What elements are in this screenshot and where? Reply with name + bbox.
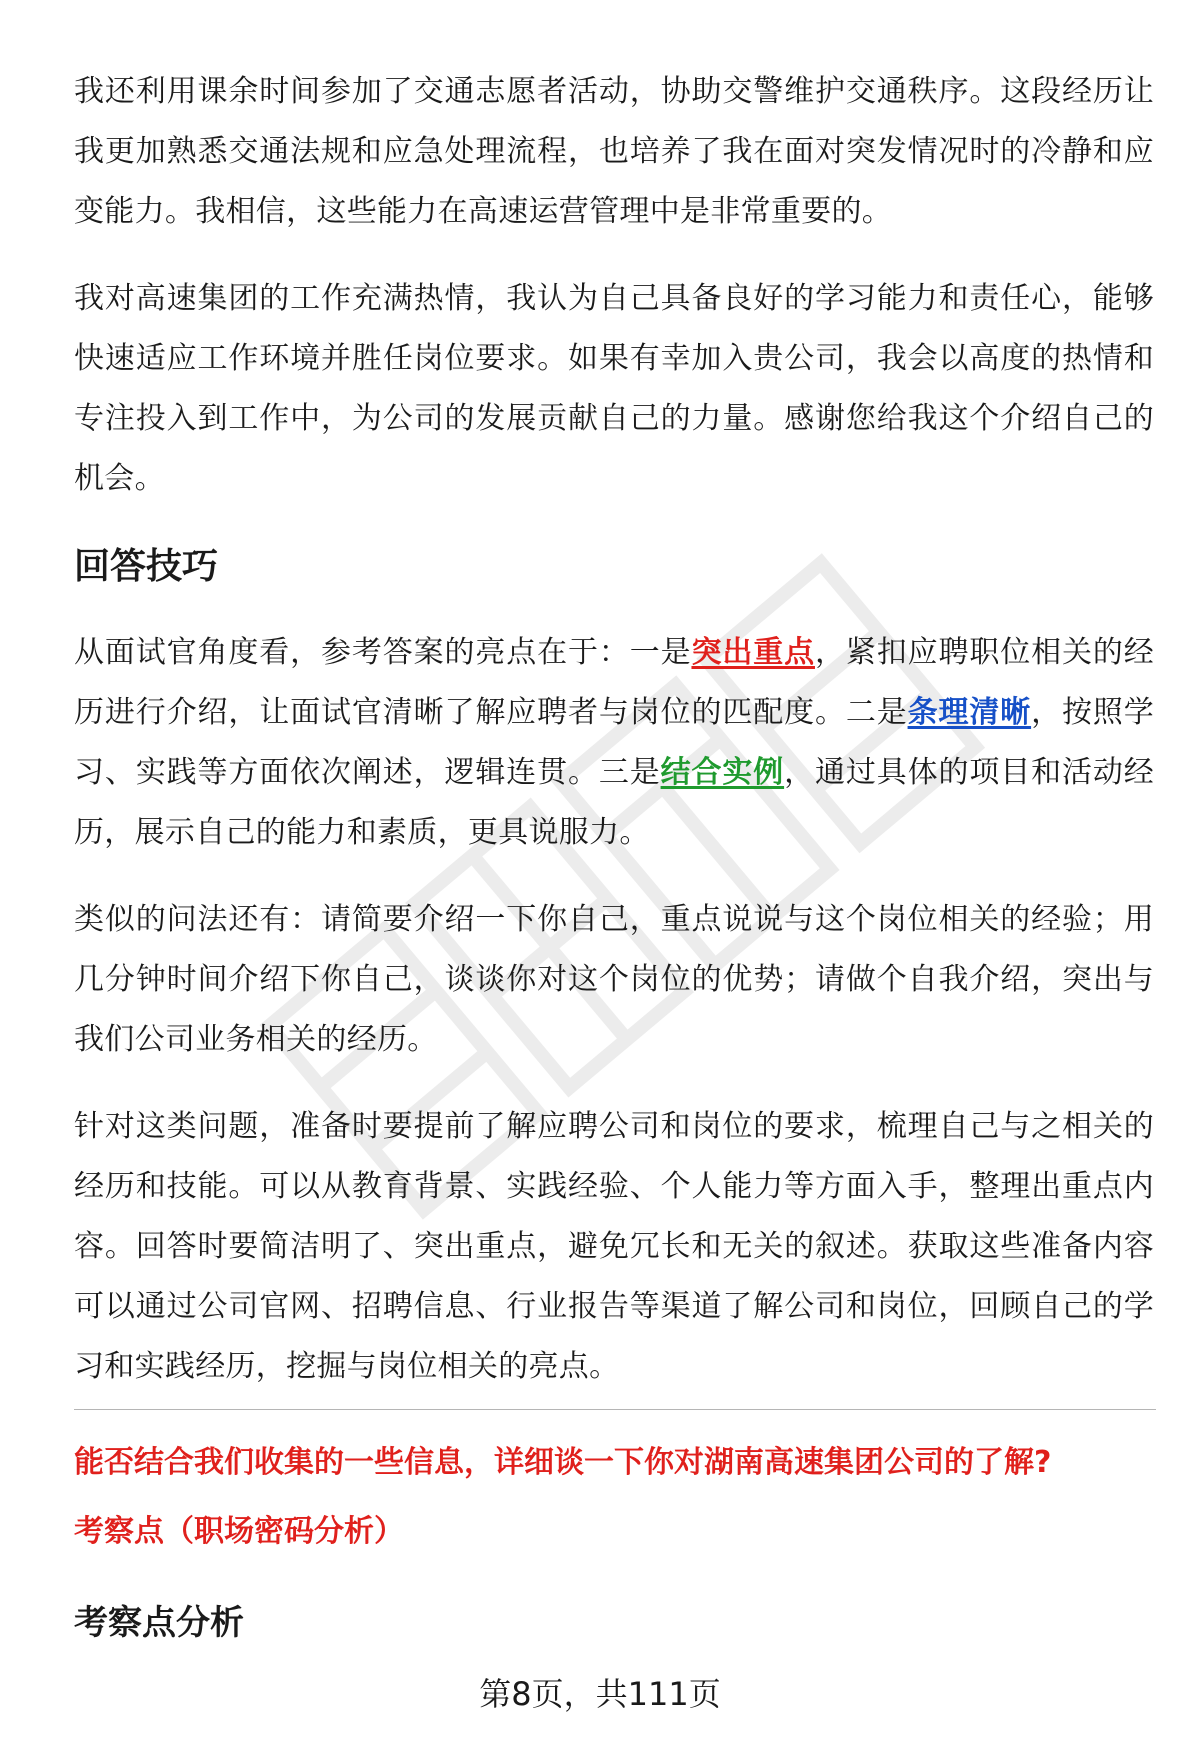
highlight-examples: 结合实例 [660,755,785,790]
paragraph-enthusiasm: 我对高速集团的工作充满热情，我认为自己具备良好的学习能力和责任心，能够快速适应工作环境并胜任岗位要求。如果有幸加入贵公司，我会以高度的热情和专注投入到工作中，为公司的发展贡献自己的力量。感谢您给我这个介绍自己的机会。 [74,281,1154,496]
paragraph-tips [74,623,1154,863]
tips-text-1: 从面试官角度看，参考答案的亮点在于：一是 [74,635,692,670]
paragraph-volunteer: 我还利用课余时间参加了交通志愿者活动，协助交警维护交通秩序。这段经历让我更加熟悉交通法规和应急处理流程，也培养了我在面对突发情况时的冷静和应变能力。我相信，这些能力在高速运营管理中是非常重要的。 [74,74,1154,229]
page-number: 第8页，共111页 [479,1675,721,1713]
interview-question: 能否结合我们收集的一些信息，详细谈一下你对湖南高速集团公司的了解? [74,1445,1052,1480]
main-content [74,62,1154,1424]
paragraph-similar-questions: 类似的问法还有：请简要介绍一下你自己，重点说说与这个岗位相关的经验；用几分钟时间介绍下你自己，谈谈你对这个岗位的优势；请做个自我介绍，突出与我们公司业务相关的经历。 [74,902,1154,1057]
highlight-clear-structure: 条理清晰 [907,695,1032,730]
tips-text-3: ，按照学习、实践等方面依次阐述，逻辑连贯。三是 [74,695,1154,790]
tips-text-2: ，紧扣应聘职位相关的经历进行介绍，让面试官清晰了解应聘者与岗位的匹配度。二是 [74,635,1154,730]
tips-text-4: ，通过具体的项目和活动经历，展示自己的能力和素质，更具说服力。 [74,755,1154,850]
paragraph-preparation: 针对这类问题，准备时要提前了解应聘公司和岗位的要求，梳理自己与之相关的经历和技能。可以从教育背景、实践经验、个人能力等方面入手，整理出重点内容。回答时要简洁明了、突出重点，避免冗长和无关的叙述。获取这些准备内容可以通过公司官网、招聘信息、行业报告等渠道了解公司和岗位，回顾自己的学习和实践经历，挖掘与岗位相关的亮点。 [74,1109,1154,1384]
section-title-answer-tips: 回答技巧 [74,546,219,587]
assessment-point-label: 考察点（职场密码分析） [74,1514,404,1549]
highlight-key-point: 突出重点 [691,635,815,670]
section-divider [74,1409,1156,1410]
assessment-analysis-title: 考察点分析 [74,1603,244,1643]
